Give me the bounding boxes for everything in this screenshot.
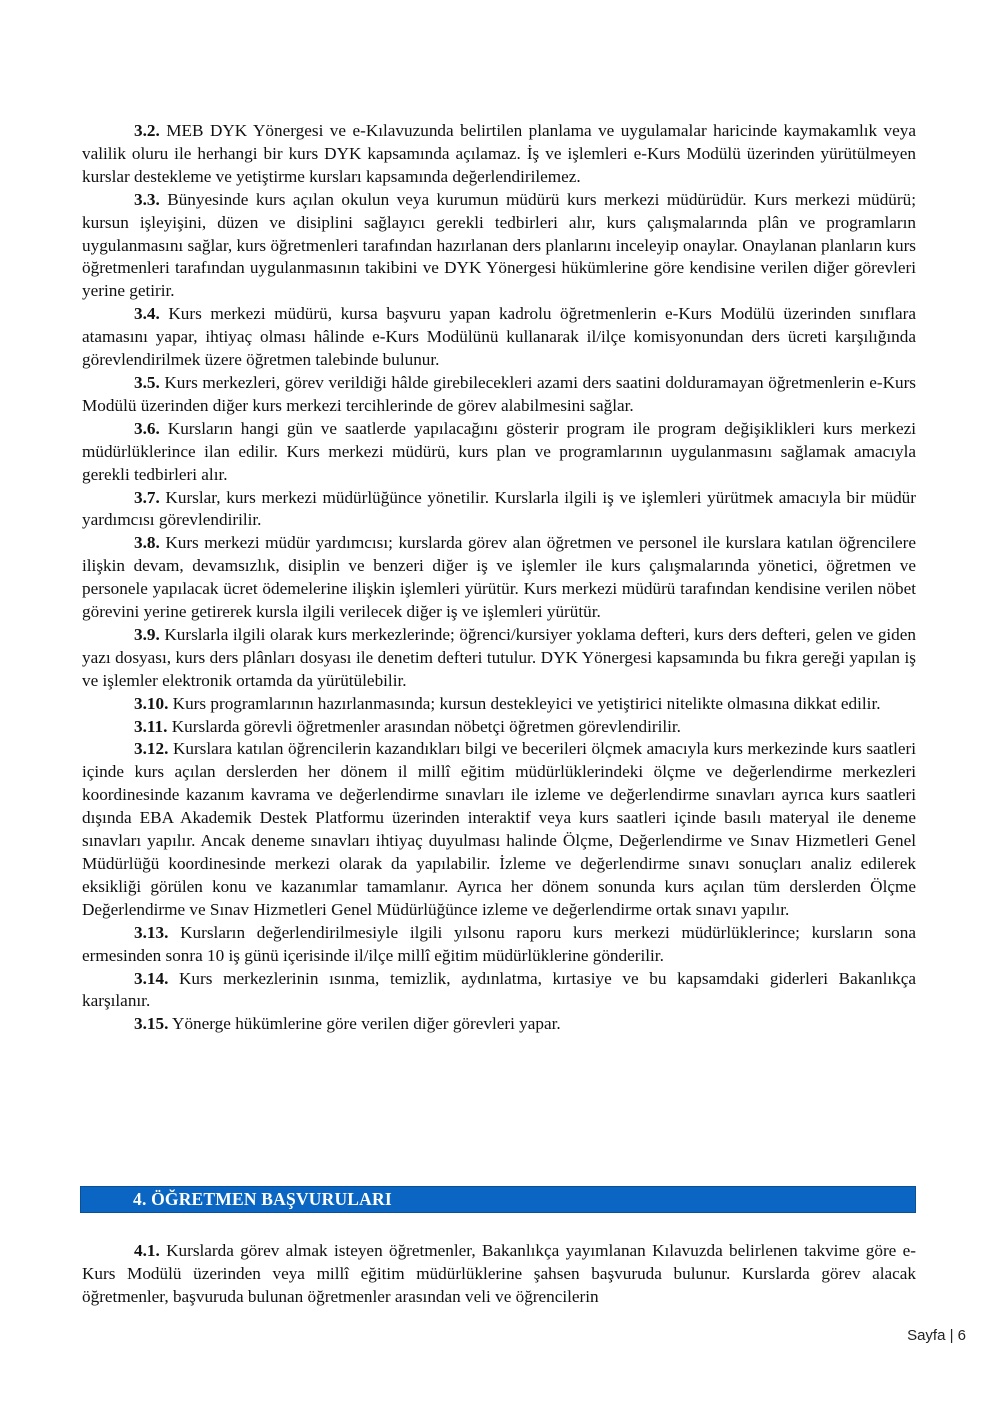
- paragraph-3-11: [82, 716, 916, 739]
- paragraph-text: Kursların hangi gün ve saatlerde yapılacağını gösterir program ile program değişiklikleri kurs merkezi müdürlüklerince ilan edilir. Kurs merkezi müdürü, kurs plan ve programlarının uygulanmasını sağlamak amacıyla gerekli tedbirleri alır.: [82, 418, 916, 484]
- paragraph-3-6: [82, 418, 916, 487]
- paragraph-number: 3.7.: [134, 487, 160, 507]
- paragraph-number: 3.15.: [134, 1014, 169, 1034]
- paragraph-3-15: [82, 1013, 916, 1036]
- paragraph-3-4: [82, 303, 916, 372]
- paragraph-text: MEB DYK Yönergesi ve e-Kılavuzunda belirtilen planlama ve uygulamalar haricinde kaymakamlık veya valilik oluru ile herhangi bir kurs DYK kapsamında açılamaz. İş ve işlemleri e-Kurs Modülü üzerinden yürütülmeyen kurslar destekleme ve yetiştirme kursları kapsamında değerlendirilemez.: [82, 121, 916, 186]
- paragraph-text: Kurslarla ilgili olarak kurs merkezlerinde; öğrenci/kursiyer yoklama defteri, kurs ders defteri, gelen ve giden yazı dosyası, kurs ders plânları dosyası ile denetim defteri tutulur. DYK Yönergesi kapsamında bu fıkra gereği yapılan iş ve işlemler elektronik ortamda da yürütülebilir.: [82, 624, 916, 690]
- paragraph-number: 3.9.: [134, 624, 160, 644]
- paragraph-3-3: [82, 189, 916, 304]
- paragraph-3-13: [82, 922, 916, 968]
- paragraph-number: 3.5.: [134, 372, 160, 392]
- paragraph-number: 3.11.: [134, 716, 168, 736]
- paragraph-3-10: [82, 693, 916, 716]
- paragraph-number: 3.6.: [134, 418, 160, 438]
- paragraph-number: 3.13.: [134, 922, 169, 942]
- paragraph-number: 3.12.: [134, 739, 169, 759]
- paragraph-3-5: [82, 372, 916, 418]
- section-heading-bar: [80, 1186, 916, 1213]
- paragraph-3-14: [82, 968, 916, 1014]
- paragraph-text: Kurs merkezi müdürü, kursa başvuru yapan kadrolu öğretmenlerin e-Kurs Modülü üzerinden sınıflara atamasını yapar, ihtiyaç olması hâlinde e-Kurs Modülünü kullanarak il/ilçe komisyonundan ders ücreti karşılığında görevlendirilmek üzere öğretmen talebinde bulunur.: [82, 304, 916, 370]
- paragraph-4-1: [82, 1240, 916, 1309]
- page-number-footer: Sayfa | 6: [907, 1327, 966, 1344]
- paragraph-3-9: [82, 624, 916, 693]
- paragraph-number: 3.10.: [134, 693, 169, 713]
- paragraph-text: Kurs merkezleri, görev verildiği hâlde girebilecekleri azami ders saatini dolduramayan öğretmenlerin e-Kurs Modülü üzerinden diğer kurs merkezi tercihlerinde de görev alabilmesini sağlar.: [82, 372, 916, 415]
- paragraph-text: Yönerge hükümlerine göre verilen diğer görevleri yapar.: [168, 1014, 561, 1034]
- paragraph-number: 3.2.: [134, 121, 160, 140]
- section-heading: 4. ÖĞRETMEN BAŞVURULARI: [133, 1189, 392, 1209]
- paragraph-number: 4.1.: [134, 1241, 160, 1260]
- paragraph-text: Kurslarda görev almak isteyen öğretmenler, Bakanlıkça yayımlanan Kılavuzda belirlenen takvime göre e-Kurs Modülü üzerinden veya millî eğitim müdürlüklerine şahsen başvuruda bulunur. Kurslarda görev alacak öğretmenler, başvuruda bulunan öğretmenler arasından veli ve öğrencilerin: [82, 1241, 916, 1306]
- paragraph-number: 3.3.: [134, 189, 160, 209]
- paragraph-text: Kurslarda görevli öğretmenler arasından nöbetçi öğretmen görevlendirilir.: [167, 716, 681, 736]
- paragraph-3-7: [82, 487, 916, 533]
- section-body: [82, 1240, 916, 1309]
- paragraph-3-8: [82, 532, 916, 624]
- paragraph-text: Kursların değerlendirilmesiyle ilgili yılsonu raporu kurs merkezi müdürlüklerince; kursların sona ermesinden sonra 10 iş günü içerisinde il/ilçe millî eğitim müdürlüklerine gönderilir.: [82, 922, 916, 965]
- document-body: [82, 120, 916, 1036]
- paragraph-text: Kurslara katılan öğrencilerin kazandıkları bilgi ve becerileri ölçmek amacıyla kurs merkezinde kurs saatleri içinde kurs açılan derslerden her dönem il millî eğitim müdürlüklerindeki ölçme ve değerlendirme merkezleri koordinesinde kazanım kavrama ve değerlendirme sınavları ile izleme ve değerlendirme sınavları ayrıca kurs saatleri dışında EBA Akademik Destek Platformu üzerinden interaktif veya kurs saatleri içinde basılı materyal ile deneme sınavları yapılır. Ancak deneme sınavları ihtiyaç duyulması halinde Ölçme, Değerlendirme ve Sınav Hizmetleri Genel Müdürlüğü koordinesinde merkezi olarak da yapılabilir. İzleme ve değerlendirme sınavı sonuçları analiz edilerek eksikliği görülen konu ve kazanımlar tamamlanır. Ayrıca her dönem sonunda kurs açılan tüm derslerden Ölçme Değerlendirme ve Sınav Hizmetleri Genel Müdürlüğünce izleme ve değerlendirme ortak sınavı yapılır.: [82, 739, 916, 919]
- paragraph-text: Bünyesinde kurs açılan okulun veya kurumun müdürü kurs merkezi müdürüdür. Kurs merkezi müdürü; kursun işleyişini, düzen ve disiplini sağlayıcı gerekli tedbirleri alır, kurs çalışmalarında plân ve programların uygulanmasını sağlar, kurs öğretmenleri tarafından hazırlanan ders planlarını inceleyip onaylar. Onaylanan planların kurs öğretmenleri tarafından uygulanmasının takibini ve DYK Yönergesi hükümlerine göre kendisine verilen diğer görevleri yerine getirir.: [82, 189, 916, 301]
- paragraph-text: Kurslar, kurs merkezi müdürlüğünce yönetilir. Kurslarla ilgili iş ve işlemleri yürütmek amacıyla bir müdür yardımcısı görevlendirilir.: [82, 487, 916, 530]
- paragraph-text: Kurs programlarının hazırlanmasında; kursun destekleyici ve yetiştirici nitelikte olmasına dikkat edilir.: [168, 693, 881, 713]
- paragraph-number: 3.4.: [134, 304, 160, 324]
- paragraph-text: Kurs merkezlerinin ısınma, temizlik, aydınlatma, kırtasiye ve bu kapsamdaki giderleri Bakanlıkça karşılanır.: [82, 968, 916, 1011]
- paragraph-number: 3.8.: [134, 533, 160, 553]
- paragraph-3-2: [82, 120, 916, 189]
- paragraph-3-12: [82, 738, 916, 921]
- paragraph-number: 3.14.: [134, 968, 169, 988]
- paragraph-text: Kurs merkezi müdür yardımcısı; kurslarda görev alan öğretmen ve personel ile kurslara katılan öğrencilere ilişkin devam, devamsızlık, disiplin ve benzeri diğer iş ve işlemler ile kurs çalışmalarında yönetici, öğretmen ve personele yapılacak ücret ödemelerine ilişkin işlemleri yürütür. Kurs merkezi müdürü tarafından kendisine verilen nöbet görevini yerine getirerek kursla ilgili verilecek diğer iş ve işlemleri yürütür.: [82, 533, 916, 622]
